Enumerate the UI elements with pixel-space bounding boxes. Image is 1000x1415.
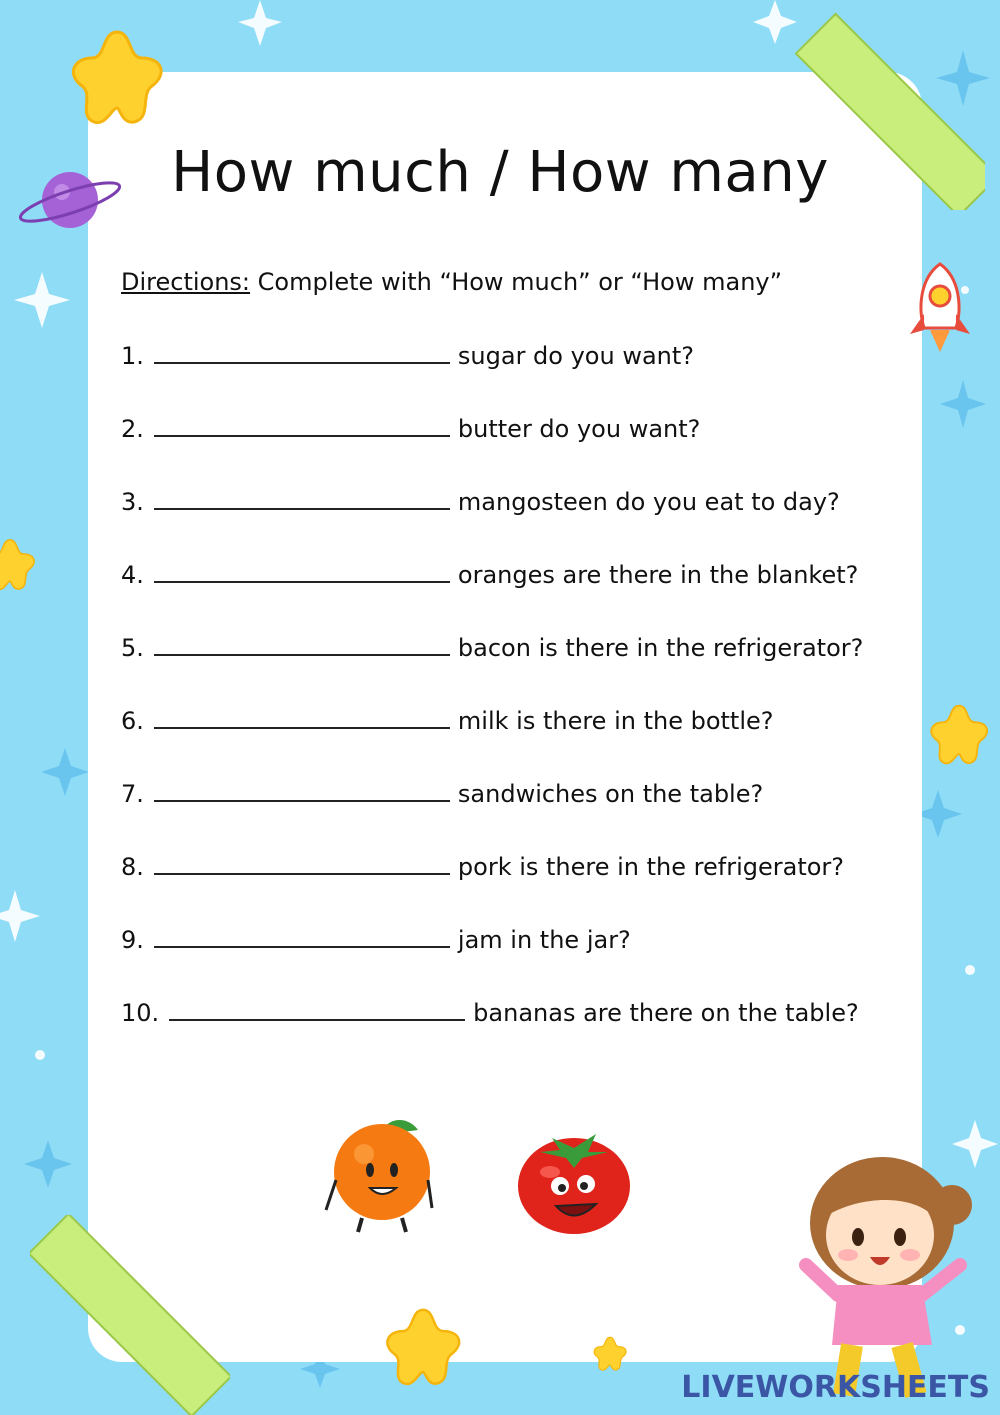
brand-watermark: LIVEWORKSHEETS bbox=[681, 1370, 990, 1405]
question-number: 10. bbox=[121, 999, 160, 1027]
question-4 bbox=[121, 561, 858, 589]
tape-strip bbox=[30, 1215, 230, 1415]
answer-blank-3[interactable] bbox=[154, 488, 450, 510]
question-text: pork is there in the refrigerator? bbox=[457, 853, 845, 881]
answer-blank-6[interactable] bbox=[154, 707, 450, 729]
star-icon bbox=[378, 1305, 468, 1390]
question-text: jam in the jar? bbox=[457, 926, 631, 954]
sparkle-icon bbox=[14, 272, 70, 328]
question-number: 5. bbox=[121, 634, 144, 662]
question-1 bbox=[121, 342, 694, 370]
question-number: 3. bbox=[121, 488, 144, 516]
question-number: 1. bbox=[121, 342, 144, 370]
question-text: oranges are there in the blanket? bbox=[457, 561, 859, 589]
girl-character-icon bbox=[792, 1145, 972, 1400]
question-text: mangosteen do you eat to day? bbox=[457, 488, 840, 516]
question-7 bbox=[121, 780, 763, 808]
sparkle-icon bbox=[940, 380, 986, 428]
rocket-icon bbox=[900, 258, 980, 358]
question-3 bbox=[121, 488, 840, 516]
sparkle-icon bbox=[753, 0, 797, 44]
page-title: How much / How many bbox=[171, 140, 829, 205]
question-2 bbox=[121, 415, 700, 443]
question-9 bbox=[121, 926, 631, 954]
answer-blank-4[interactable] bbox=[154, 561, 450, 583]
sparkle-icon bbox=[24, 1140, 72, 1188]
question-6 bbox=[121, 707, 774, 735]
question-number: 2. bbox=[121, 415, 144, 443]
answer-blank-1[interactable] bbox=[154, 342, 450, 364]
answer-blank-5[interactable] bbox=[154, 634, 450, 656]
answer-blank-7[interactable] bbox=[154, 780, 450, 802]
orange-character-icon bbox=[322, 1110, 442, 1240]
tomato-character-icon bbox=[512, 1122, 636, 1238]
answer-blank-9[interactable] bbox=[154, 926, 450, 948]
answer-blank-2[interactable] bbox=[154, 415, 450, 437]
sparkle-icon bbox=[0, 890, 40, 942]
directions bbox=[121, 268, 782, 296]
question-text: sugar do you want? bbox=[457, 342, 695, 370]
answer-blank-10[interactable] bbox=[169, 999, 465, 1021]
question-text: milk is there in the bottle? bbox=[457, 707, 774, 735]
question-number: 8. bbox=[121, 853, 144, 881]
question-5 bbox=[121, 634, 863, 662]
directions-text: Complete with “How much” or “How many” bbox=[257, 268, 783, 296]
question-text: sandwiches on the table? bbox=[457, 780, 764, 808]
star-icon bbox=[924, 700, 994, 770]
question-text: bacon is there in the refrigerator? bbox=[457, 634, 864, 662]
question-number: 9. bbox=[121, 926, 144, 954]
answer-blank-8[interactable] bbox=[154, 853, 450, 875]
question-number: 6. bbox=[121, 707, 144, 735]
sparkle-icon bbox=[41, 748, 89, 796]
star-icon bbox=[590, 1335, 630, 1373]
question-text: butter do you want? bbox=[457, 415, 701, 443]
sparkle-icon bbox=[238, 0, 282, 46]
question-text: bananas are there on the table? bbox=[473, 999, 859, 1027]
star-icon bbox=[0, 530, 40, 600]
question-10 bbox=[121, 999, 859, 1027]
question-number: 7. bbox=[121, 780, 144, 808]
directions-label: Directions: bbox=[121, 268, 251, 296]
question-8 bbox=[121, 853, 844, 881]
star-icon bbox=[62, 28, 172, 128]
question-number: 4. bbox=[121, 561, 144, 589]
